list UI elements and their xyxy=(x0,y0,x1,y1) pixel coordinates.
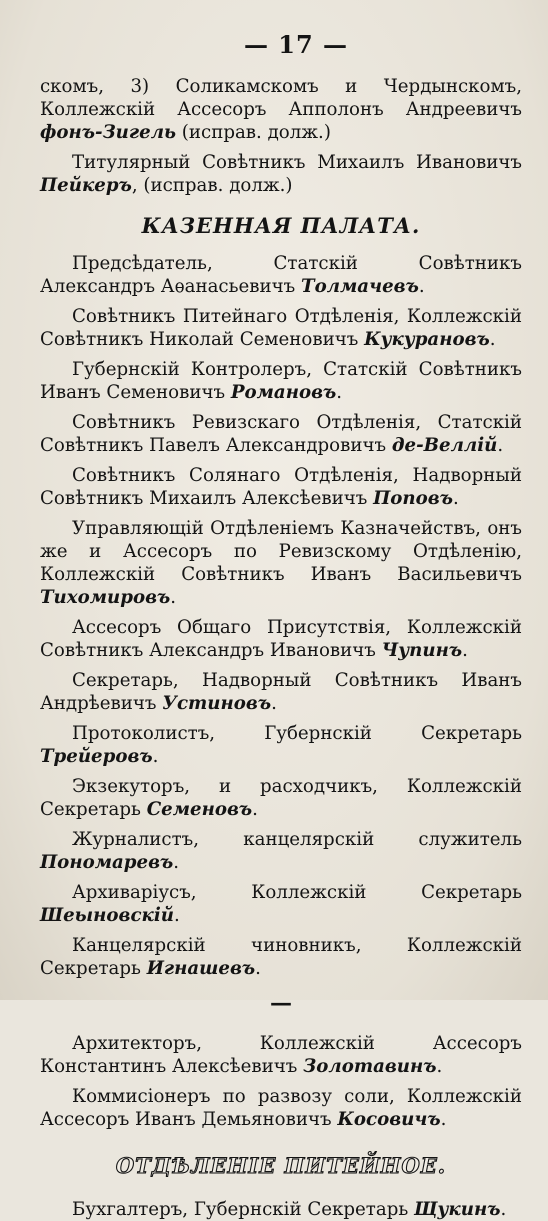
entry-surname: Семеновъ xyxy=(146,799,253,820)
entry-suffix: . xyxy=(173,852,180,873)
section-heading-treasury: КАЗЕННАЯ ПАЛАТА. xyxy=(141,213,421,238)
entry-suffix: . xyxy=(252,799,258,820)
entry-archivist xyxy=(40,881,522,927)
entry-text: Ассесоръ Общаго Присутствія, Коллежскій Совѣтникъ Александръ Ивановичъ xyxy=(40,617,522,661)
entry-text: Протоколистъ, Губернскій Секретарь xyxy=(72,723,522,744)
entry-text: Совѣтникъ Ревизскаго Отдѣленія, Статскій Совѣтникъ Павелъ Александровичъ xyxy=(40,412,522,456)
entry-text: Совѣтникъ Солянаго Отдѣленія, Надворный Совѣтникъ Михаилъ Алексѣевичъ xyxy=(40,465,522,509)
entry-suffix: . xyxy=(436,1056,443,1077)
entry-surname: Романовъ xyxy=(230,382,337,403)
entry-text: Журналистъ, канцелярскій служитель xyxy=(72,829,522,850)
entry-executor xyxy=(40,775,522,821)
entry-text: Архитекторъ, Коллежскій Ассесоръ Константинъ Алексѣевичъ xyxy=(40,1033,522,1077)
entry-commissioner xyxy=(40,1085,522,1131)
entry-surname: Поповъ xyxy=(373,488,453,509)
entry-surname: Чупинъ xyxy=(381,640,463,661)
entry-text: Бухгалтеръ, Губернскій Секретарь xyxy=(72,1199,415,1220)
entry-surname: Тихомировъ xyxy=(40,587,171,608)
entry-text: скомъ, 3) Соликамскомъ и Чердынскомъ, Коллежскій Ассесоръ Апполонъ Андреевичъ xyxy=(40,76,522,120)
entry-surname: Игнашевъ xyxy=(146,958,256,979)
entry-counselor-drinks xyxy=(40,305,522,351)
entry-surname: Трейеровъ xyxy=(40,746,153,767)
entry-counselor-revision xyxy=(40,411,522,457)
entry-suffix: . xyxy=(174,905,180,926)
entry-protocolist xyxy=(40,722,522,768)
entry-text: Совѣтникъ Питейнаго Отдѣленія, Коллежскій Совѣтникъ Николай Семеновичъ xyxy=(40,306,522,350)
entry-suffix: . xyxy=(152,746,159,767)
entry-architect xyxy=(40,1032,522,1078)
entry-suffix: (исправ. долж.) xyxy=(176,122,331,143)
entry-surname: фонъ-Зигель xyxy=(40,122,177,143)
entry-surname: Пейкеръ xyxy=(40,175,132,196)
entry-treasury-manager xyxy=(40,517,522,609)
entry-suffix: . xyxy=(462,640,468,661)
entry-controller xyxy=(40,358,522,404)
entry-text: Экзекуторъ, и расходчикъ, Коллежскій Секретарь xyxy=(40,776,522,820)
entry-suffix: . xyxy=(497,435,504,456)
entry-suffix: . xyxy=(170,587,177,608)
section-heading-drinks: ОТДѢЛЕНІЕ ПИТЕЙНОЕ. xyxy=(115,1153,447,1178)
entry-suffix: . xyxy=(452,488,459,509)
entry-suffix: . xyxy=(418,276,425,297)
entry-surname: Щукинъ xyxy=(414,1199,501,1220)
entry-text: Титулярный Совѣтникъ Михаилъ Ивановичъ xyxy=(72,152,522,173)
entry-text: Канцелярскій чиновникъ, Коллежскій Секретарь xyxy=(40,935,522,979)
section-divider: — xyxy=(270,990,292,1016)
entry-surname: Шеыновскій xyxy=(40,905,174,926)
entry-surname: Косовичъ xyxy=(337,1109,441,1130)
entry-text: Коммисіонеръ по развозу соли, Коллежскій Ассесоръ Иванъ Демьяновичъ xyxy=(40,1086,522,1130)
entry-suffix: , (исправ. долж.) xyxy=(131,175,293,196)
entry-suffix: . xyxy=(489,329,496,350)
entry-chairman xyxy=(40,252,522,298)
entry-assessor-general xyxy=(40,616,522,662)
entry-bookkeeper xyxy=(40,1198,522,1221)
entry-surname: де-Веллій xyxy=(391,435,498,456)
entry-suffix: . xyxy=(336,382,343,403)
entry-secretary xyxy=(40,669,522,715)
entry-journalist xyxy=(40,828,522,874)
entry-surname: Пономаревъ xyxy=(40,852,174,873)
entry-text: Архиваріусъ, Коллежскій Секретарь xyxy=(72,882,522,903)
entry-suffix: . xyxy=(271,693,277,714)
entry-suffix: . xyxy=(255,958,261,979)
entry-clerk xyxy=(40,934,522,980)
entry-suffix: . xyxy=(440,1109,447,1130)
entry-surname: Толмачевъ xyxy=(301,276,419,297)
page-number: — 17 — xyxy=(243,30,349,59)
entry-text: Секретарь, Надворный Совѣтникъ Иванъ Андрѣевичъ xyxy=(40,670,522,714)
intro-paragraph-2 xyxy=(40,151,522,197)
entry-text: Губернскій Контролеръ, Статскій Совѣтникъ Иванъ Семеновичъ xyxy=(40,359,522,403)
entry-surname: Золотавинъ xyxy=(303,1056,437,1077)
intro-paragraph-1 xyxy=(40,75,522,144)
entry-counselor-salt xyxy=(40,464,522,510)
entry-surname: Кукурановъ xyxy=(364,329,490,350)
entry-surname: Устиновъ xyxy=(162,693,272,714)
entry-suffix: . xyxy=(500,1199,507,1220)
entry-text: Управляющій Отдѣленіемъ Казначействъ, онъ же и Ассесоръ по Ревизскому Отдѣленію, Коллежскій Совѣтникъ Иванъ Васильевичъ xyxy=(40,518,522,585)
entry-text: Предсѣдатель, Статскій Совѣтникъ Александръ Аѳанасьевичъ xyxy=(40,253,522,297)
